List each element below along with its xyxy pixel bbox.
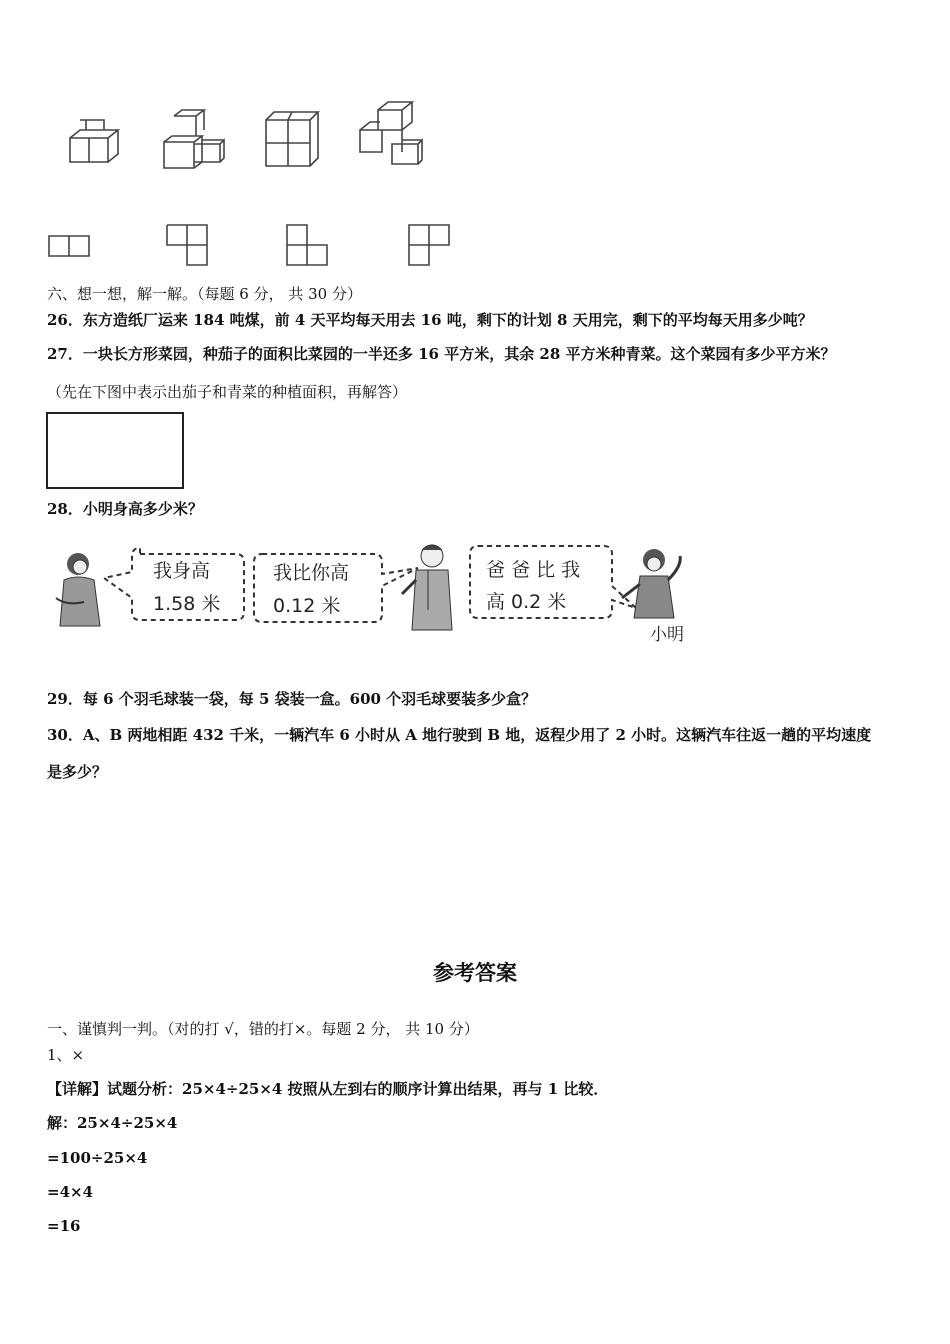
bubble-2-line2: 0.12 米	[273, 595, 341, 617]
bubble-3-line1: 爸 爸 比 我	[486, 559, 581, 581]
bubble-1-line1: 我身高	[153, 560, 211, 582]
view-figure-4	[408, 224, 452, 268]
question-27-note: （先在下图中表示出茄子和青菜的种植面积，再解答）	[47, 383, 408, 401]
question-27: 27．一块长方形菜园，种茄子的面积比菜园的一半还多 16 平方米，其余 28 平方米种青菜。这个菜园有多少平方米？	[47, 345, 836, 363]
cube-figure-3	[264, 110, 324, 168]
xiaoming-label: 小明	[650, 625, 684, 645]
father-figure	[396, 540, 466, 634]
question-30-line1: 30．A、B 两地相距 432 千米，一辆汽车 6 小时从 A 地行驶到 B 地，返程少用了 2 小时。这辆汽车往返一趟的平均速度	[47, 726, 872, 744]
answer-1-step3: =4×4	[47, 1183, 94, 1201]
xiaoming-figure	[618, 546, 690, 626]
answer-1-detail: 【详解】试题分析：25×4÷25×4 按照从左到右的顺序计算出结果，再与 1 比较．	[47, 1080, 609, 1098]
view-figure-3	[286, 224, 330, 268]
view-figure-2	[166, 224, 210, 268]
question-29: 29．每 6 个羽毛球装一袋，每 5 袋装一盒。600 个羽毛球要装多少盒？	[47, 690, 537, 708]
bubble-3-line2: 高 0.2 米	[486, 591, 567, 613]
bubble-2-line1: 我比你高	[273, 562, 350, 584]
cube-figure-4	[358, 100, 428, 166]
garden-rectangle	[46, 412, 184, 489]
answers-section1-header: 一、谨慎判一判。（对的打 √，错的打×。每题 2 分， 共 10 分）	[47, 1020, 479, 1038]
bubble-1-line2: 1.58 米	[153, 593, 221, 615]
answer-1-step4: =16	[47, 1217, 81, 1235]
answers-title: 参考答案	[433, 960, 517, 985]
section6-header: 六、想一想，解一解。（每题 6 分， 共 30 分）	[47, 285, 362, 303]
cube-figure-2	[162, 108, 226, 170]
view-figure-1	[48, 235, 92, 257]
cube-figure-1	[66, 118, 126, 168]
answer-1-step1: 解：25×4÷25×4	[47, 1114, 178, 1132]
question-30-line2: 是多少？	[47, 763, 108, 781]
question-26: 26．东方造纸厂运来 184 吨煤，前 4 天平均每天用去 16 吨，剩下的计划 8 天用完，剩下的平均每天用多少吨？	[47, 311, 813, 329]
question-28: 28．小明身高多少米？	[47, 500, 203, 518]
answer-1: 1、×	[47, 1046, 85, 1064]
answer-1-step2: =100÷25×4	[47, 1149, 148, 1167]
